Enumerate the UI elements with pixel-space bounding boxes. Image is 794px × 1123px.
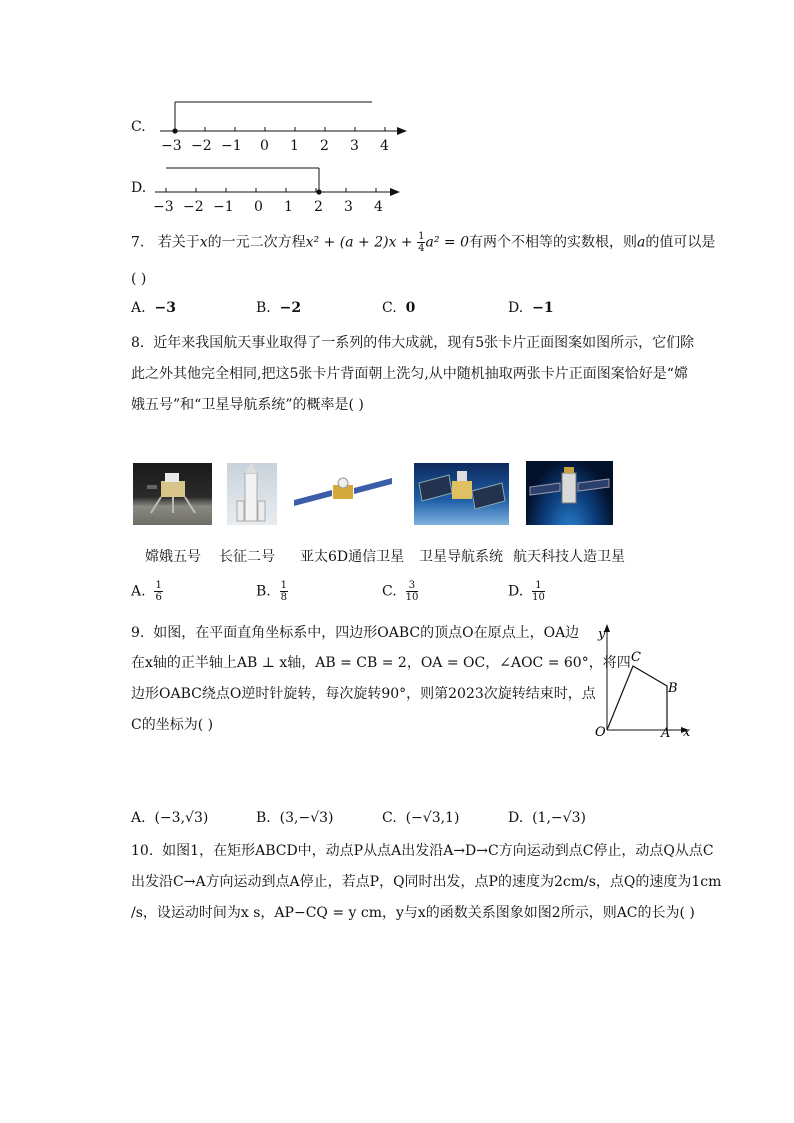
tick-label: −1	[213, 199, 234, 215]
tick-label: −1	[221, 138, 242, 154]
fig-label-o: O	[595, 725, 606, 740]
q7-option-d[interactable]: D. −1	[508, 300, 554, 316]
q7-text: 的值可以是	[645, 234, 716, 251]
tick-label: −3	[161, 138, 182, 154]
fig-label-x: x	[683, 725, 691, 740]
q6-option-c-ticks	[150, 138, 420, 156]
q9-text: 如图，在平面直角坐标系中，四边形OABC的顶点O在原点上，OA边	[153, 625, 580, 641]
comm-satellite-image	[292, 472, 394, 512]
q8-line-3: 娥五号”和“卫星导航系统”的概率是( )	[131, 397, 364, 413]
tick-label: 0	[254, 199, 263, 215]
tech-satellite-icon	[526, 461, 613, 525]
q9-line-3: 边形OABC绕点O逆时针旋转，每次旋转90°，则第2023次旋转结束时，点	[131, 686, 596, 702]
q7-var-x: x	[199, 234, 208, 251]
q7-text: 若关于	[157, 234, 200, 251]
q9-options	[131, 810, 651, 832]
q10-text: 如图1，在矩形ABCD中，动点P从点A出发沿A→D→C方向运动到点C停止，动点Q从点C	[162, 843, 714, 859]
q7-text: 的一元二次方程	[207, 234, 306, 251]
q8-line-1	[131, 332, 694, 354]
q9-option-c[interactable]: C. (−√3,1)	[382, 810, 460, 826]
rocket-image	[227, 463, 277, 525]
q9-option-a[interactable]: A. (−3,√3)	[131, 810, 209, 826]
q7-option-b[interactable]: B. −2	[256, 300, 302, 316]
tick-label: 2	[320, 138, 329, 154]
rocket-icon	[227, 463, 277, 525]
caption-change5: 嫦娥五号	[145, 549, 201, 565]
satellite-icon	[292, 472, 394, 512]
tick-label: −3	[153, 199, 174, 215]
q7-option-c[interactable]: C. 0	[382, 300, 416, 316]
fig-label-a: A	[661, 726, 671, 741]
caption-techsat: 航天科技人造卫星	[513, 549, 625, 565]
q9-option-b[interactable]: B. (3,−√3)	[256, 810, 334, 826]
caption-apstar6d: 亚太6D通信卫星	[300, 549, 405, 565]
fig-label-y: y	[598, 627, 606, 642]
q10-line-2: 出发沿C→A方向运动到点A停止，若点P，Q同时出发，点P的速度为2cm/s，点Q的速度为1cm	[131, 874, 722, 890]
tick-label: 0	[260, 138, 269, 154]
q7-answer-paren: ( )	[131, 271, 147, 287]
q6-option-d-ticks	[150, 199, 410, 217]
q7-equation: x² + (a + 2)x +	[305, 234, 418, 251]
q7-var-a: a	[636, 234, 646, 251]
lander-icon	[133, 463, 212, 525]
tick-label: 4	[380, 138, 389, 154]
q9-figure	[585, 618, 695, 746]
frac-den: 4	[418, 243, 425, 254]
q9-line-4: C的坐标为( )	[131, 717, 214, 733]
tick-label: 3	[350, 138, 359, 154]
tick-label: 1	[290, 138, 299, 154]
fig-label-b: B	[668, 681, 678, 696]
q8-option-b[interactable]: B. $\frac{1}{8}$	[256, 580, 288, 603]
q7-equation-end: a² = 0	[425, 234, 469, 251]
tick-label: 1	[284, 199, 293, 215]
caption-longmarch2: 长征二号	[219, 549, 275, 565]
tech-satellite-image	[526, 461, 613, 525]
q7-number: 7.	[131, 234, 145, 251]
q7-stem	[131, 231, 715, 254]
q8-option-c[interactable]: C. $\frac{3}{10}$	[382, 580, 419, 603]
q8-option-a[interactable]: A. $\frac{1}{6}$	[131, 580, 162, 603]
lunar-lander-image	[133, 463, 212, 525]
tick-label: 3	[344, 199, 353, 215]
fig-label-c: C	[631, 650, 641, 665]
frac-num: 1	[418, 231, 425, 242]
q9-number: 9.	[131, 625, 145, 641]
q8-options	[131, 580, 651, 610]
tick-label: −2	[191, 138, 212, 154]
q7-options	[131, 300, 651, 322]
q6-option-c-label: C.	[131, 119, 146, 135]
q7-option-a[interactable]: A. −3	[131, 300, 176, 316]
q10-line-3: /s，设运动时间为x s，AP−CQ = y cm，y与x的函数关系图象如图2所示，则AC的长为( )	[131, 905, 695, 921]
tick-label: 4	[374, 199, 383, 215]
q9-line-2: 在x轴的正半轴上AB ⊥ x轴，AB = CB = 2，OA = OC，∠AOC = 60°，将四	[131, 655, 631, 671]
caption-navsat: 卫星导航系统	[419, 549, 503, 565]
q8-option-d[interactable]: D. $\frac{1}{10}$	[508, 580, 545, 603]
nav-satellite-image	[414, 463, 509, 525]
q6-option-d-label: D.	[131, 180, 147, 196]
q8-line-2: 此之外其他完全相同,把这5张卡片背面朝上洗匀,从中随机抽取两张卡片正面图案恰好是“嫦	[131, 366, 688, 382]
tick-label: 2	[314, 199, 323, 215]
q8-number: 8.	[131, 335, 145, 351]
q10-number: 10.	[131, 843, 154, 859]
q9-line-1	[131, 622, 579, 644]
nav-satellite-icon	[414, 463, 509, 525]
tick-label: −2	[183, 199, 204, 215]
q10-line-1	[131, 840, 714, 862]
q7-text: 有两个不相等的实数根，则	[468, 234, 637, 251]
q8-text: 近年来我国航天事业取得了一系列的伟大成就，现有5张卡片正面图案如图所示，它们除	[153, 335, 695, 351]
q9-option-d[interactable]: D. (1,−√3)	[508, 810, 586, 826]
